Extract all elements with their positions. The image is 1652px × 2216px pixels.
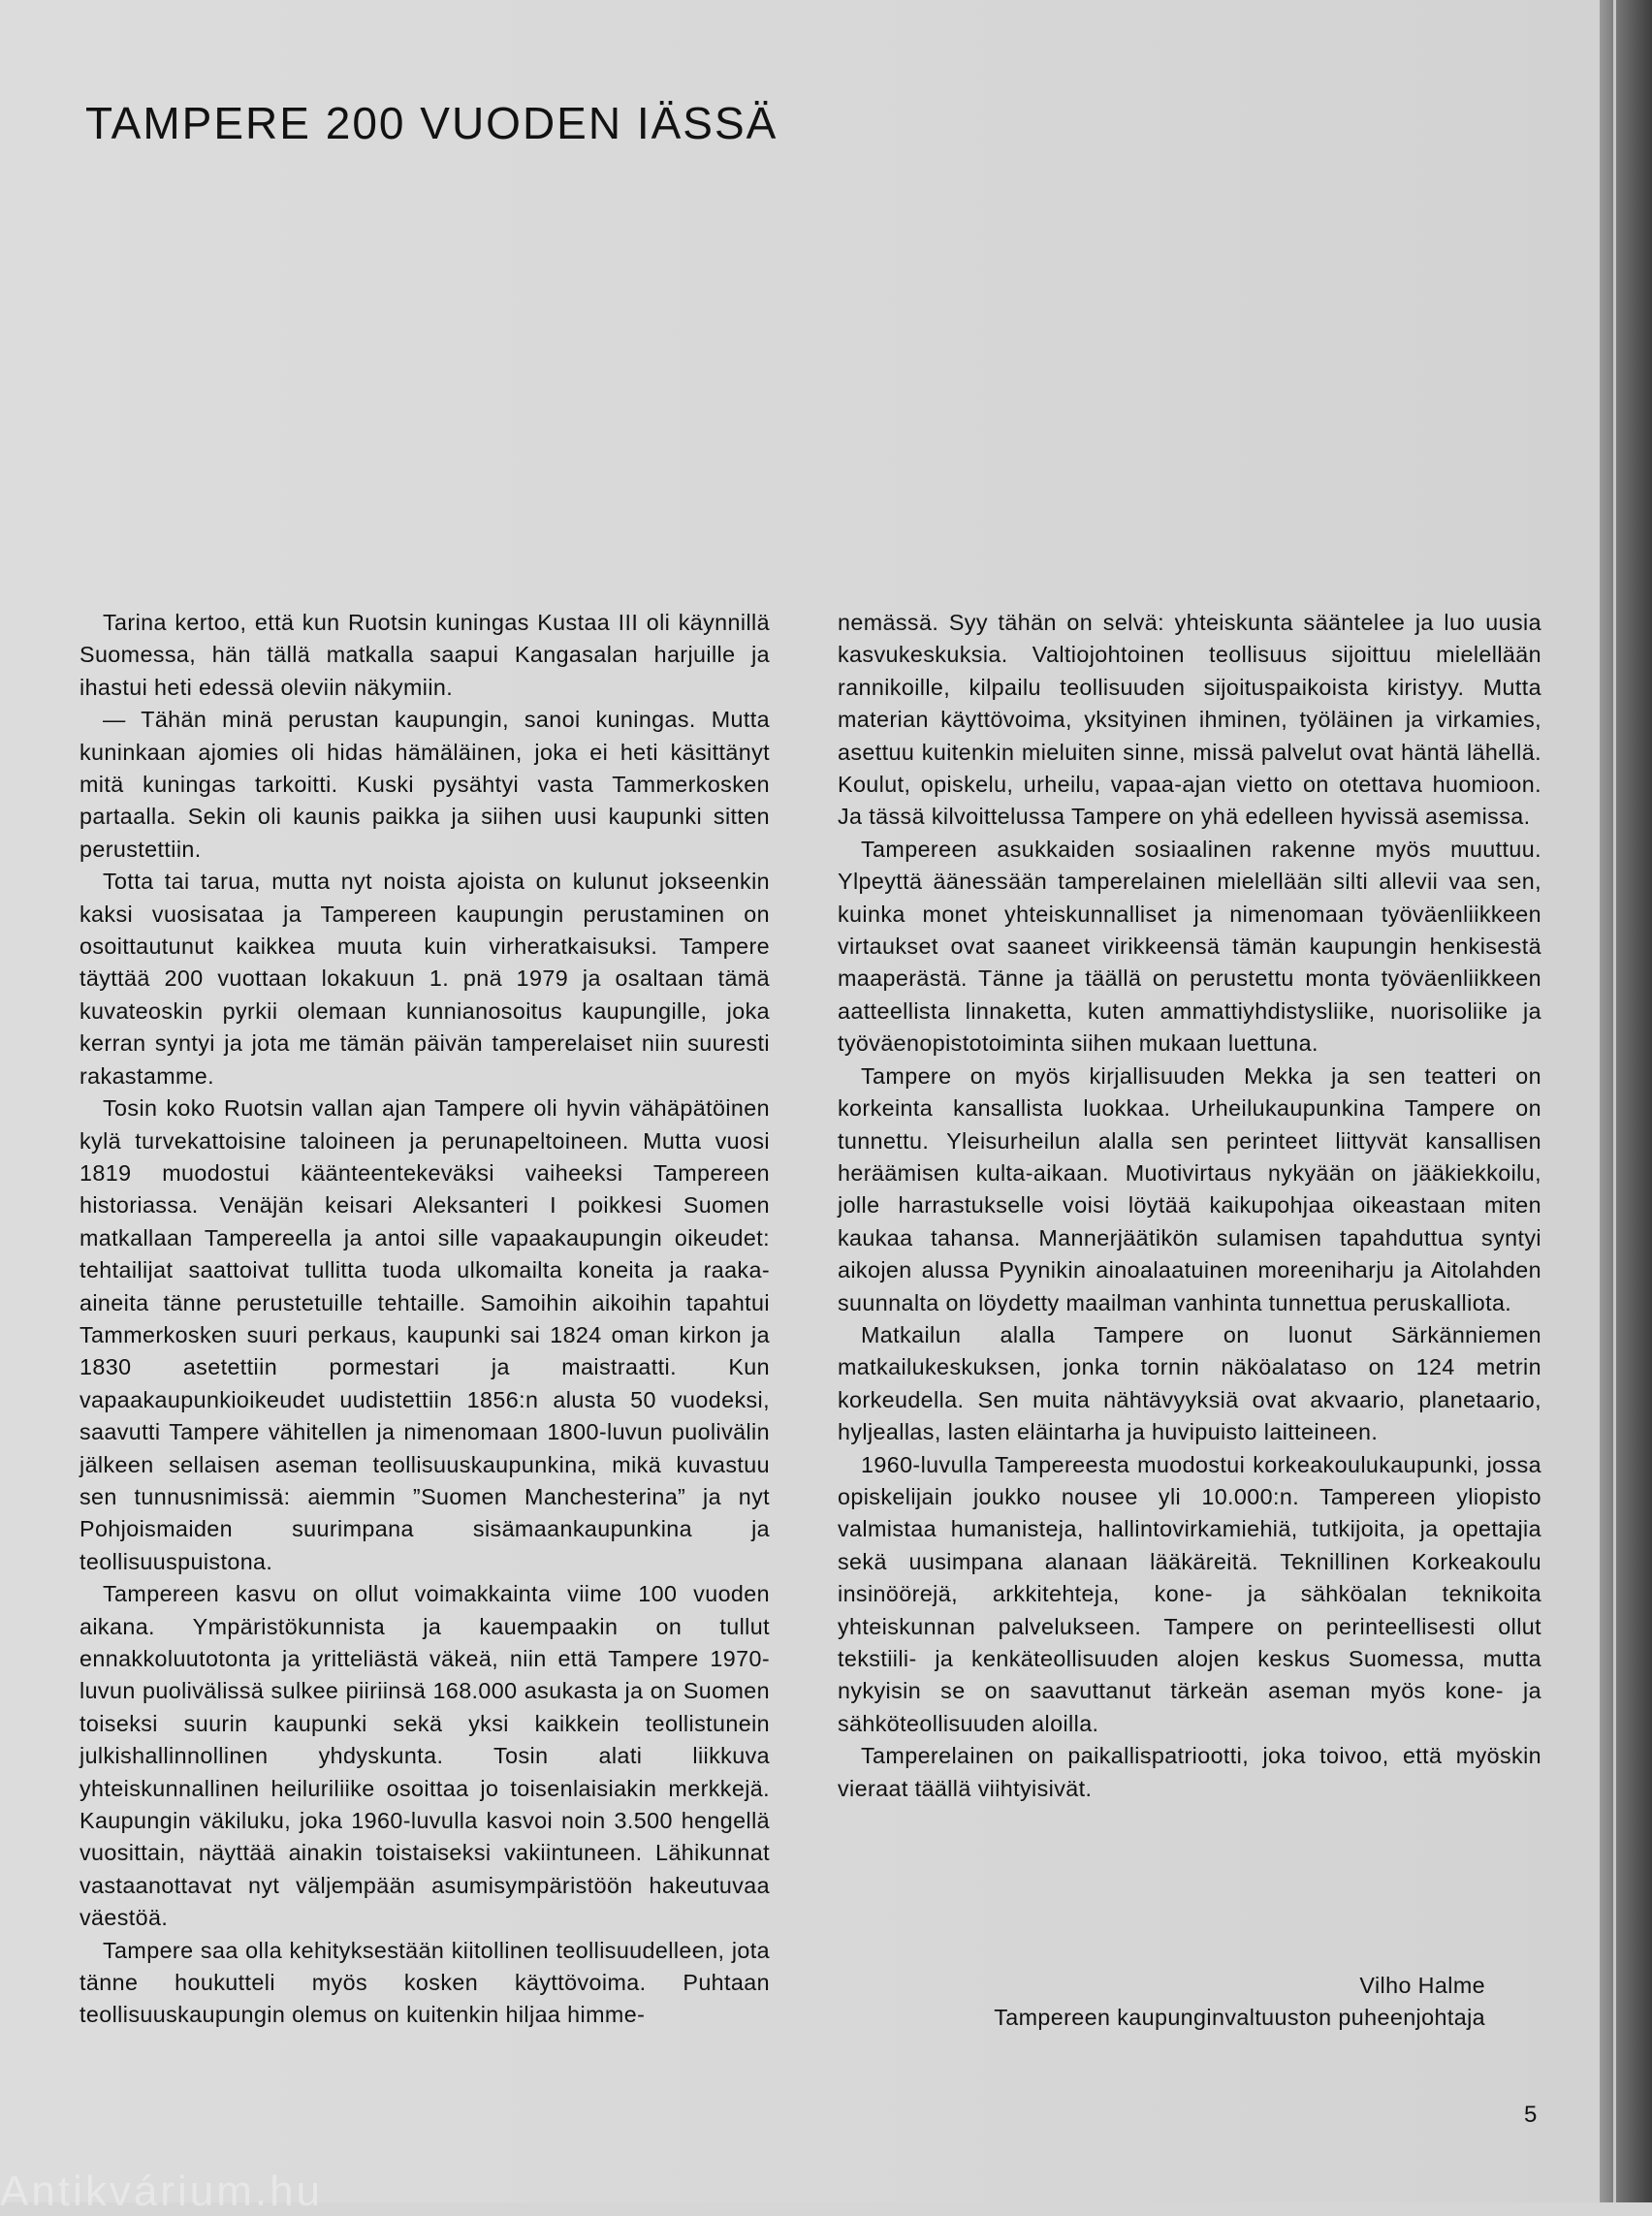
page-edge-shadow bbox=[1600, 0, 1652, 2202]
page-edge-highlight bbox=[1613, 0, 1616, 2202]
paragraph: Tampereen asukkaiden sosiaalinen rakenne myös muuttuu. Ylpeyttä äänessään tamperelainen mielellään silti allevii vaa sen, kuinka monet yhteiskunnalliset ja nimenomaan työväenliikkeen virtaukset ovat saaneet virikkeensä tämän kaupungin henkisestä maaperästä. Tänne ja täällä on perustettu monta työväenliikkeen aatteellista linnaketta, kuten ammattiyhdistysliike, nuorisoliike ja työväenopistotoiminta siihen mukaan luettuna. bbox=[838, 836, 1541, 1057]
left-column bbox=[79, 607, 770, 2032]
signature-block bbox=[994, 1970, 1485, 2035]
signature-name: Vilho Halme bbox=[1359, 1973, 1485, 1998]
right-column bbox=[838, 607, 1541, 1805]
paragraph: Tampere saa olla kehityksestään kiitollinen teollisuudelleen, jota tänne houkutteli myös kosken käyttövoima. Puhtaan teollisuuskaupungin olemus on kuitenkin hiljaa himme- bbox=[79, 1937, 770, 2028]
paragraph: Tampereen kasvu on ollut voimakkainta viime 100 vuoden aikana. Ympäristökunnista ja kauempaakin on tullut ennakkoluutotonta ja yritteliästä väkeä, niin että Tampere 1970-luvun puolivälissä sulkee piiriinsä 168.000 asukasta ja on Suomen toiseksi suurin kaupunki sekä yksi kaikkein teollistunein julkishallinnollinen yhdyskunta. Tosin alati liikkuva yhteiskunnallinen heiluriliike osoittaa jo toisenlaisiakin merkkejä. Kaupungin väkiluku, joka 1960-luvulla kasvoi noin 3.500 hengellä vuosittain, näyttää ainakin toistaiseksi vakiintuneen. Lähikunnat vastaanottavat nyt väljempään asumisympäristöön hakeutuvaa väestöä. bbox=[79, 1581, 770, 1931]
paragraph: 1960-luvulla Tampereesta muodostui korkeakoulukaupunki, jossa opiskelijain joukko nousee yli 10.000:n. Tampereen yliopisto valmistaa humanisteja, hallintovirkamiehiä, tutkijoita, ja opettajia sekä uusimpana alanaan lääkäreitä. Teknillinen Korkeakoulu insinöörejä, arkkitehteja, kone- ja sähköalan teknikoita yhteiskunnan palvelukseen. Tampere on perinteellisesti ollut tekstiili- ja kenkäteollisuuden alojen keskus Suomessa, mutta nykyisin se on saavuttanut tärkeän aseman myös kone- ja sähköteollisuuden aloilla. bbox=[838, 1451, 1541, 1736]
paragraph: Matkailun alalla Tampere on luonut Särkänniemen matkailukeskuksen, jonka tornin näköalataso on 124 metrin korkeudella. Sen muita nähtävyyksiä ovat akvaario, planetaario, hyljeallas, lasten eläintarha ja huvipuisto laitteineen. bbox=[838, 1321, 1541, 1445]
paragraph: Tamperelainen on paikallispatriootti, joka toivoo, että myöskin vieraat täällä viihtyisivät. bbox=[838, 1743, 1541, 1801]
paragraph: nemässä. Syy tähän on selvä: yhteiskunta sääntelee ja luo uusia kasvukeskuksia. Valtiojohtoinen teollisuus sijoittuu mielellään rannikoille, kilpailu teollisuuden sijoituspaikoista kiristyy. Mutta materian käyttövoima, yksityinen ihminen, työläinen ja virkamies, asettuu kuitenkin mieluiten sinne, missä palvelut ovat häntä lähellä. Koulut, opiskelu, urheilu, vapaa-ajan vietto on otettava huomioon. Ja tässä kilvoittelussa Tampere on yhä edelleen hyvissä asemissa. bbox=[838, 610, 1541, 830]
paragraph: Tarina kertoo, että kun Ruotsin kuningas Kustaa III oli käynnillä Suomessa, hän tällä matkalla saapui Kangasalan harjuille ja ihastui heti edessä oleviin näkymiin. bbox=[79, 610, 770, 700]
watermark: Antikvárium.hu bbox=[0, 2168, 324, 2215]
page-number: 5 bbox=[1524, 2102, 1538, 2128]
paragraph: Tampere on myös kirjallisuuden Mekka ja sen teatteri on korkeinta kansallista luokkaa. Urheilukaupunkina Tampere on tunnettu. Yleisurheilun alalla sen perinteet liittyvät kansallisen heräämisen kulta-aikaan. Muotivirtaus nykyään on jääkiekkoilu, jolle harrastukselle voisi löytää kaikupohjaa oikeastaan miten kaukaa tahansa. Mannerjäätikön sulamisen tapahduttua syntyi aikojen alussa Pyynikin ainoalaatuinen moreeniharju ja Aitolahden suunnalta on löydetty maailman vanhinta tunnettua peruskalliota. bbox=[838, 1062, 1541, 1315]
paragraph: Totta tai tarua, mutta nyt noista ajoista on kulunut jokseenkin kaksi vuosisataa ja Tampereen kaupungin perustaminen on osoittautunut kaikkea muuta kuin virheratkaisuksi. Tampere täyttää 200 vuottaan lokakuun 1. pnä 1979 ja osaltaan tämä kuvateoskin pyrkii olemaan kunnianosoitus kaupungille, joka kerran syntyi ja jota me tämän päivän tamperelaiset niin suuresti rakastamme. bbox=[79, 869, 770, 1089]
page-title: TAMPERE 200 VUODEN IÄSSÄ bbox=[85, 98, 778, 148]
signature-role: Tampereen kaupunginvaltuuston puheenjohtaja bbox=[994, 2005, 1485, 2031]
paragraph: — Tähän minä perustan kaupungin, sanoi kuningas. Mutta kuninkaan ajomies oli hidas hämäläinen, joka ei heti käsittänyt mitä kuningas tarkoitti. Kuski pysähtyi vasta Tammerkosken partaalla. Sekin oli kaunis paikka ja siihen uusi kaupunki sitten perustettiin. bbox=[79, 707, 770, 862]
paragraph: Tosin koko Ruotsin vallan ajan Tampere oli hyvin vähäpätöinen kylä turvekattoisine taloineen ja perunapeltoineen. Mutta vuosi 1819 muodostui käänteentekeväksi vaiheeksi Tampereen historiassa. Venäjän keisari Aleksanteri I poikkesi Suomen matkallaan Tampereella ja antoi sille vapaakaupungin oikeudet: tehtailijat saattoivat tullitta tuoda ulkomailta koneita ja raaka-aineita tänne perustetuille tehtaille. Samoihin aikoihin tapahtui Tammerkosken suuri perkaus, kaupunki sai 1824 oman kirkon ja 1830 asetettiin pormestari ja maistraatti. Kun vapaakaupunkioikeudet uudistettiin 1856:n alusta 50 vuodeksi, saavutti Tampere vähitellen ja nimenomaan 1800-luvun puolivälin jälkeen sellaisen aseman teollisuuskaupunkina, mikä kuvastuu sen tunnusnimissä: aiemmin ”Suomen Manchesterina” ja nyt Pohjoismaiden suurimpana sisämaankaupunkina ja teollisuuspuistona. bbox=[79, 1095, 770, 1574]
